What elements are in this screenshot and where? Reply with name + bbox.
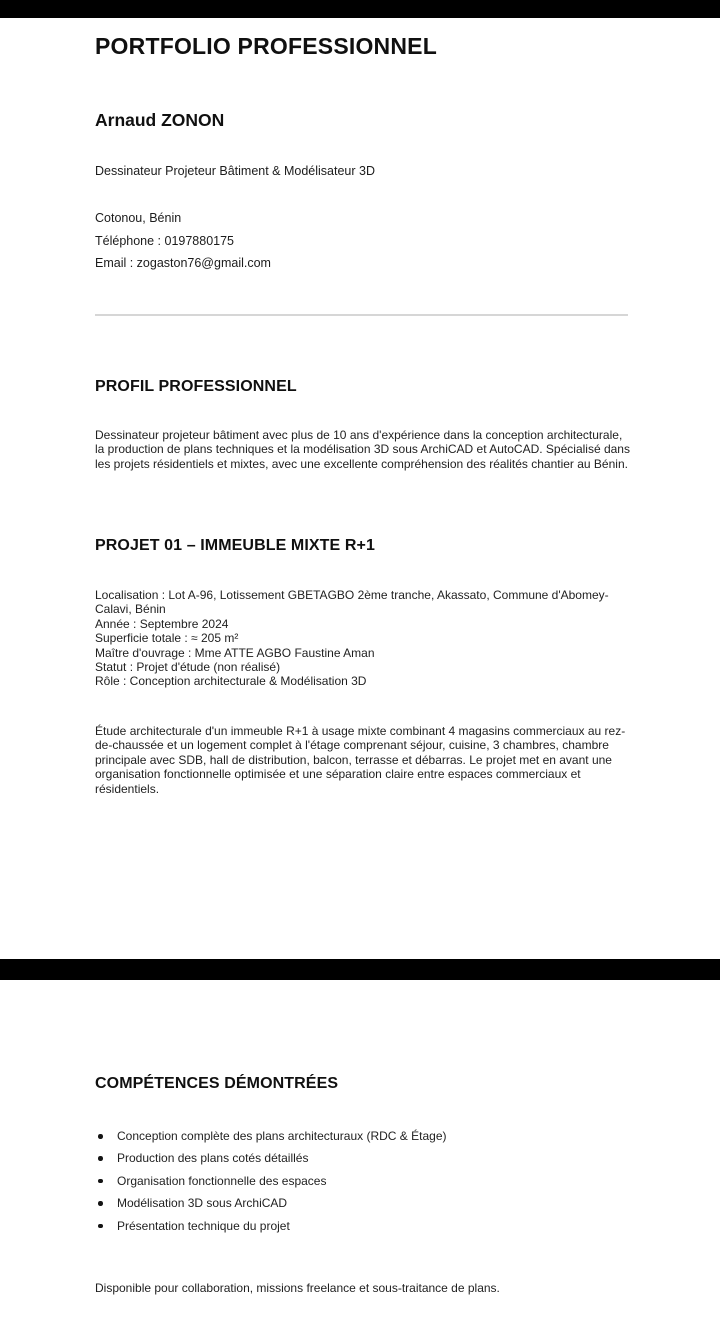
skill-item bbox=[95, 1151, 632, 1165]
author-name: Arnaud ZONON bbox=[95, 110, 225, 130]
skill-item-label: Modélisation 3D sous ArchiCAD bbox=[117, 1196, 288, 1211]
skill-item-label: Conception complète des plans architecturaux (RDC & Étage) bbox=[117, 1129, 447, 1143]
skill-item bbox=[95, 1219, 632, 1233]
skills-list bbox=[95, 1129, 632, 1241]
skill-item bbox=[95, 1196, 632, 1210]
project-description: Étude architecturale d'un immeuble R+1 à usage mixte combinant 4 magasins commerciaux au rez-de-chaussée et un logement complet à l'étage comprenant séjour, cuisine, 3 chambres, chambre principale avec SDB, hall de distribution, balcon, terrasse et débarras. Le projet met en avant une organisation fonctionnelle optimisée et une séparation claire entre espaces commerciaux et résidentiels. bbox=[95, 724, 626, 796]
skill-item-label: Organisation fonctionnelle des espaces bbox=[117, 1173, 327, 1188]
project-detail-role: Rôle : Conception architecturale & Modélisation 3D bbox=[95, 674, 367, 689]
project-detail-client: Maître d'ouvrage : Mme ATTE AGBO Faustine Aman bbox=[95, 645, 375, 660]
skill-item-label: Présentation technique du projet bbox=[117, 1218, 290, 1233]
bullet-icon bbox=[98, 1201, 103, 1206]
project-detail-status: Statut : Projet d'étude (non réalisé) bbox=[95, 660, 281, 675]
skill-item bbox=[95, 1174, 632, 1188]
bullet-icon bbox=[98, 1224, 103, 1229]
profile-section-heading: PROFIL PROFESSIONNEL bbox=[95, 378, 297, 395]
page-separator-bar bbox=[0, 959, 720, 980]
bullet-icon bbox=[98, 1134, 103, 1139]
project-detail-location: Localisation : Lot A-96, Lotissement GBETAGBO 2ème tranche, Akassato, Commune d'Abomey-Calavi, Bénin bbox=[95, 588, 609, 617]
skill-item-label: Production des plans cotés détaillés bbox=[117, 1151, 309, 1166]
author-email: Email : zogaston76@gmail.com bbox=[95, 256, 271, 270]
availability-note: Disponible pour collaboration, missions freelance et sous-traitance de plans. bbox=[95, 1281, 500, 1295]
author-phone: Téléphone : 0197880175 bbox=[95, 234, 235, 248]
section-divider bbox=[95, 314, 628, 316]
project-detail-area: Superficie totale : ≈ 205 m² bbox=[95, 631, 239, 646]
top-letterbox-bar bbox=[0, 0, 720, 18]
skills-section-heading: COMPÉTENCES DÉMONTRÉES bbox=[95, 1075, 339, 1092]
author-role: Dessinateur Projeteur Bâtiment & Modélisateur 3D bbox=[95, 164, 375, 178]
author-location: Cotonou, Bénin bbox=[95, 211, 182, 225]
profile-section-body: Dessinateur projeteur bâtiment avec plus de 10 ans d'expérience dans la conception architecturale, la production de plans techniques et la modélisation 3D sous ArchiCAD et AutoCAD. Spécialisé dans les projets résidentiels et mixtes, avec une excellente compréhension des réalités chantier au Bénin. bbox=[95, 428, 630, 471]
skill-item bbox=[95, 1129, 632, 1143]
document-title: PORTFOLIO PROFESSIONNEL bbox=[95, 33, 437, 59]
bullet-icon bbox=[98, 1156, 103, 1161]
project-details bbox=[95, 588, 632, 689]
project-section-heading: PROJET 01 – IMMEUBLE MIXTE R+1 bbox=[95, 537, 375, 554]
bullet-icon bbox=[98, 1179, 103, 1184]
project-detail-year: Année : Septembre 2024 bbox=[95, 616, 229, 631]
